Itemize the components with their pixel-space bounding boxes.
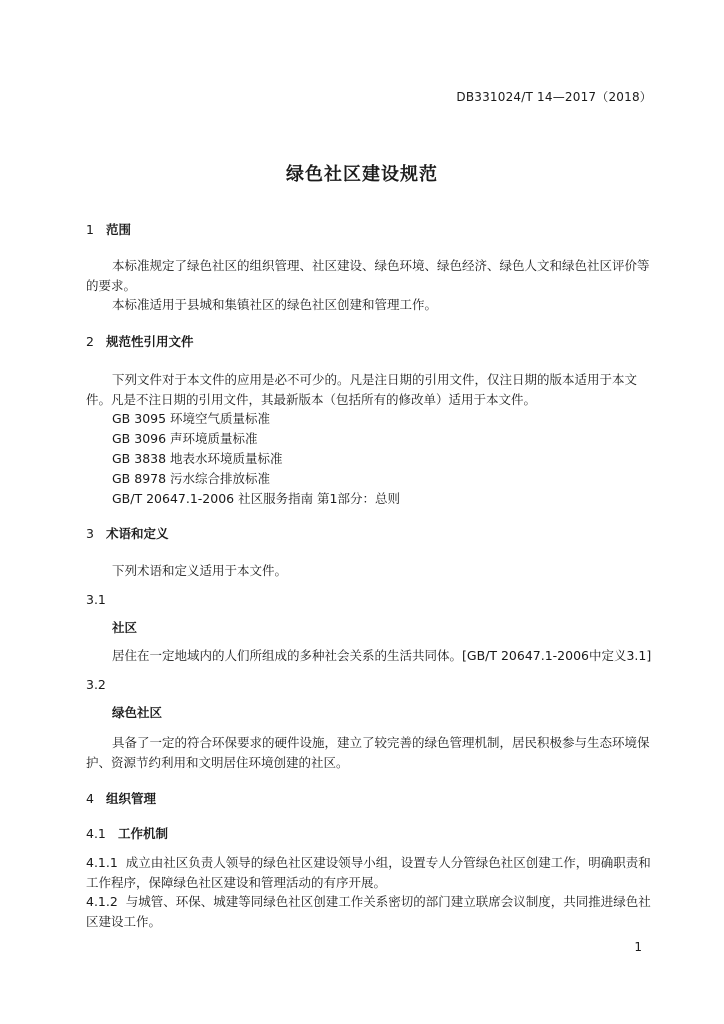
document-code: DB331024/T 14—2017（2018） bbox=[456, 90, 652, 104]
paragraph: 下列文件对于本文件的应用是必不可少的。凡是注日期的引用文件，仅注日期的版本适用于本文件。凡是不注日期的引用文件，其最新版本（包括所有的修改单）适用于本文件。 bbox=[86, 372, 638, 407]
clause-text: 成立由社区负责人领导的绿色社区建设领导小组，设置专人分管绿色社区创建工作，明确职责和工作程序，保障绿色社区建设和管理活动的有序开展。 bbox=[86, 855, 651, 890]
section-heading-4 bbox=[86, 789, 656, 809]
term-name: 社区 bbox=[112, 620, 138, 635]
clause bbox=[86, 853, 656, 893]
reference-item: GB 3096 声环境质量标准 bbox=[112, 431, 258, 446]
term-definition: 居住在一定地域内的人们所组成的多种社会关系的生活共同体。[GB/T 20647.1-2006中定义3.1] bbox=[112, 648, 652, 663]
paragraph: 下列术语和定义适用于本文件。 bbox=[112, 563, 288, 578]
section-number: 1 bbox=[86, 222, 94, 237]
subsection-title: 工作机制 bbox=[118, 826, 169, 841]
section-number: 4 bbox=[86, 791, 94, 806]
document-title: 绿色社区建设规范 bbox=[286, 164, 438, 185]
clause-text: 与城管、环保、城建等同绿色社区创建工作关系密切的部门建立联席会议制度，共同推进绿色社区建设工作。 bbox=[86, 894, 651, 929]
paragraph: 本标准适用于县城和集镇社区的绿色社区创建和管理工作。 bbox=[112, 297, 438, 312]
reference-item: GB 3838 地表水环境质量标准 bbox=[112, 451, 283, 466]
reference-item: GB/T 20647.1-2006 社区服务指南 第1部分：总则 bbox=[112, 491, 400, 506]
paragraph: 本标准规定了绿色社区的组织管理、社区建设、绿色环境、绿色经济、绿色人文和绿色社区评价等的要求。 bbox=[86, 258, 650, 293]
section-title: 术语和定义 bbox=[106, 526, 169, 541]
term-definition: 具备了一定的符合环保要求的硬件设施，建立了较完善的绿色管理机制，居民积极参与生态环境保护、资源节约利用和文明居住环境创建的社区。 bbox=[86, 735, 650, 770]
clause-number: 4.1.1 bbox=[86, 855, 118, 870]
term-name: 绿色社区 bbox=[112, 705, 163, 720]
section-number: 3 bbox=[86, 526, 94, 541]
section-title: 范围 bbox=[106, 222, 132, 237]
reference-item: GB 3095 环境空气质量标准 bbox=[112, 411, 271, 426]
subsection-heading bbox=[86, 824, 656, 844]
term-number: 3.1 bbox=[86, 592, 106, 607]
section-heading-3 bbox=[86, 524, 656, 544]
section-title: 规范性引用文件 bbox=[106, 334, 194, 349]
subsection-number: 4.1 bbox=[86, 826, 106, 841]
section-title: 组织管理 bbox=[106, 791, 157, 806]
clause-number: 4.1.2 bbox=[86, 894, 118, 909]
page-number: 1 bbox=[634, 940, 642, 954]
section-heading-2 bbox=[86, 332, 656, 352]
clause bbox=[86, 892, 656, 932]
section-number: 2 bbox=[86, 334, 94, 349]
reference-item: GB 8978 污水综合排放标准 bbox=[112, 471, 271, 486]
section-heading-1 bbox=[86, 220, 656, 240]
term-number: 3.2 bbox=[86, 677, 106, 692]
